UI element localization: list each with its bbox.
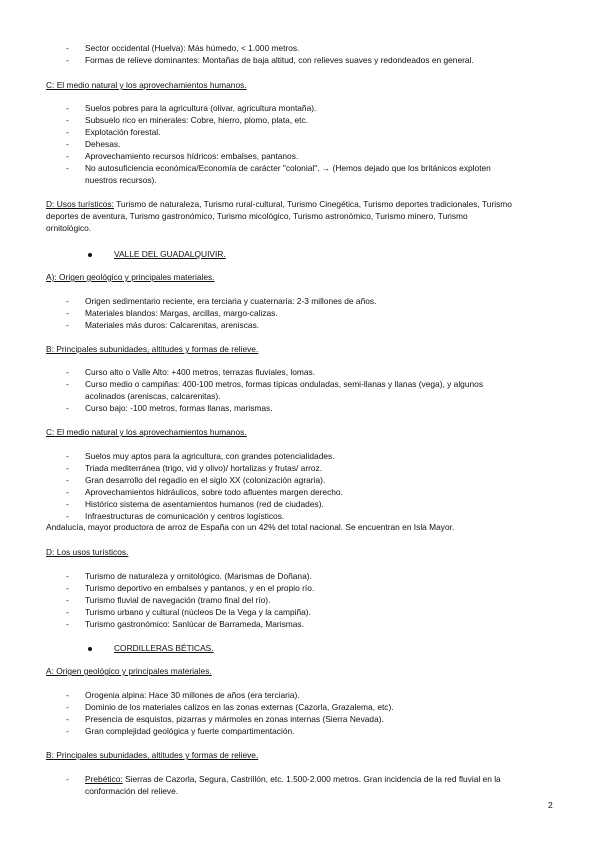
list-dash: - [66,139,69,149]
list-item [85,774,501,785]
list-dash: - [66,607,69,617]
list-dash: - [66,379,69,389]
list-dash: - [66,583,69,593]
list-item: Presencia de esquistos, pizarras y mármoles en zonas internas (Sierra Nevada). [85,714,384,724]
section-heading: B: Principales subunidades, altitudes y formas de relieve. [46,750,259,760]
list-item: Aprovechamiento recursos hídricos: embalses, pantanos. [85,151,299,161]
list-item: Curso medio o campiñas: 400-100 metros, formas típicas onduladas, semi-llanas y llanas (vega), y algunos [85,379,484,389]
list-item: Explotación forestal. [85,127,161,137]
list-item: Curso alto o Valle Alto: +400 metros, terrazas fluviales, lomas. [85,367,316,377]
list-dash: - [66,499,69,509]
list-dash: - [66,714,69,724]
list-dash: - [66,595,69,605]
list-dash: - [66,774,69,784]
list-dash: - [66,43,69,53]
list-item: Dehesas. [85,139,121,149]
section-heading: C: El medio natural y los aprovechamientos humanos. [46,80,247,90]
list-dash: - [66,451,69,461]
list-item: Gran desarrollo del regadío en el siglo XX (colonización agraria). [85,475,326,485]
list-dash: - [66,308,69,318]
list-item: Turismo gastronómico: Sanlúcar de Barrameda, Marismas. [85,619,304,629]
prebetico-label: Prebético: [85,774,123,784]
list-item: Sector occidental (Huelva): Más húmedo, < 1.000 metros. [85,43,300,53]
list-dash: - [66,127,69,137]
usos-label: D: Usos turísticos: [46,199,114,209]
list-dash: - [66,475,69,485]
list-item: Turismo de naturaleza y ornitológico. (Marismas de Doñana). [85,571,312,581]
list-item: Turismo urbano y cultural (núcleos De la Vega y la campiña). [85,607,311,617]
list-dash: - [66,55,69,65]
bullet-dot [88,647,92,651]
section-heading: D: Los usos turísticos. [46,547,129,557]
list-dash: - [66,726,69,736]
list-item: Histórico sistema de asentamientos humanos (red de ciudades). [85,499,324,509]
list-item-continuation: acolinados (areniscas, calcarenitas). [85,391,221,401]
list-dash: - [66,511,69,521]
list-item: Dominio de los materiales calizos en las zonas externas (Cazorla, Grazalema, etc). [85,702,394,712]
list-item: Aprovechamientos hidráulicos, sobre todo afluentes margen derecho. [85,487,343,497]
list-dash: - [66,702,69,712]
list-item: No autosuficiencia económica/Economía de carácter "colonial". → (Hemos dejado que los británicos exploten [85,163,491,173]
list-dash: - [66,619,69,629]
list-dash: - [66,403,69,413]
list-dash: - [66,487,69,497]
section-heading: B: Principales subunidades, altitudes y formas de relieve. [46,344,259,354]
list-dash: - [66,103,69,113]
list-dash: - [66,690,69,700]
list-item-continuation: nuestros recursos). [85,175,157,185]
list-dash: - [66,151,69,161]
list-item: Suelos muy aptos para la agricultura, con grandes potencialidades. [85,451,335,461]
usos-paragraph-line [46,199,512,210]
list-dash: - [66,571,69,581]
list-dash: - [66,115,69,125]
section-heading: A: Origen geológico y principales materiales. [46,666,212,676]
list-item: Turismo fluvial de navegación (tramo final del río). [85,595,271,605]
list-item: Origen sedimentario reciente, era terciaria y cuaternaria: 2-3 millones de años. [85,296,377,306]
list-item: Suelos pobres para la agricultura (olivar, agricultura montaña). [85,103,317,113]
list-item-continuation: conformación del relieve. [85,786,179,796]
list-item: Formas de relieve dominantes: Montañas de baja altitud, con relieves suaves y redondeados en general. [85,55,474,65]
list-item: Triada mediterránea (trigo, vid y olivo)/ hortalizas y frutas/ arroz. [85,463,323,473]
bullet-dot [88,253,92,257]
region-title: CORDILLERAS BÉTICAS. [114,643,214,653]
list-item: Infraestructuras de comunicación y centros logísticos. [85,511,285,521]
list-dash: - [66,367,69,377]
list-dash: - [66,463,69,473]
list-item: Materiales más duros: Calcarenitas, areniscas. [85,320,260,330]
list-item: Orogenia alpina: Hace 30 millones de años (era terciaria). [85,690,300,700]
usos-paragraph-line: ornitológico. [46,223,92,233]
list-dash: - [66,296,69,306]
usos-paragraph-line: deportes de aventura, Turismo gastronómico, Turismo micológico, Turismo astronómico, Turismo minero, Turismo [46,211,468,221]
region-title: VALLE DEL GUADALQUIVIR. [114,249,226,259]
prebetico-text: Sierras de Cazorla, Segura, Castrillón, etc. 1.500-2.000 metros. Gran incidencia de la red fluvial en la [122,774,501,784]
list-item: Materiales blandos: Margas, arcillas, margo-calizas. [85,308,278,318]
list-item: Turismo deportivo en embalses y pantanos, y en el propio río. [85,583,315,593]
list-item: Subsuelo rico en minerales: Cobre, hierro, plomo, plata, etc. [85,115,308,125]
section-heading: C: El medio natural y los aprovechamientos humanos. [46,427,247,437]
section-heading: A): Origen geológico y principales materiales. [46,272,215,282]
list-dash: - [66,320,69,330]
list-item: Gran complejidad geológica y fuerte compartimentación. [85,726,295,736]
page-number: 2 [548,800,553,810]
list-dash: - [66,163,69,173]
note-paragraph: Andalucía, mayor productora de arroz de España con un 42% del total nacional. Se encuentran en Isla Mayor. [46,522,455,532]
usos-text: Turismo de naturaleza, Turismo rural-cultural, Turismo Cinegética, Turismo deportes tradicionales, Turismo [113,199,512,209]
list-item: Curso bajo: -100 metros, formas llanas, marismas. [85,403,273,413]
